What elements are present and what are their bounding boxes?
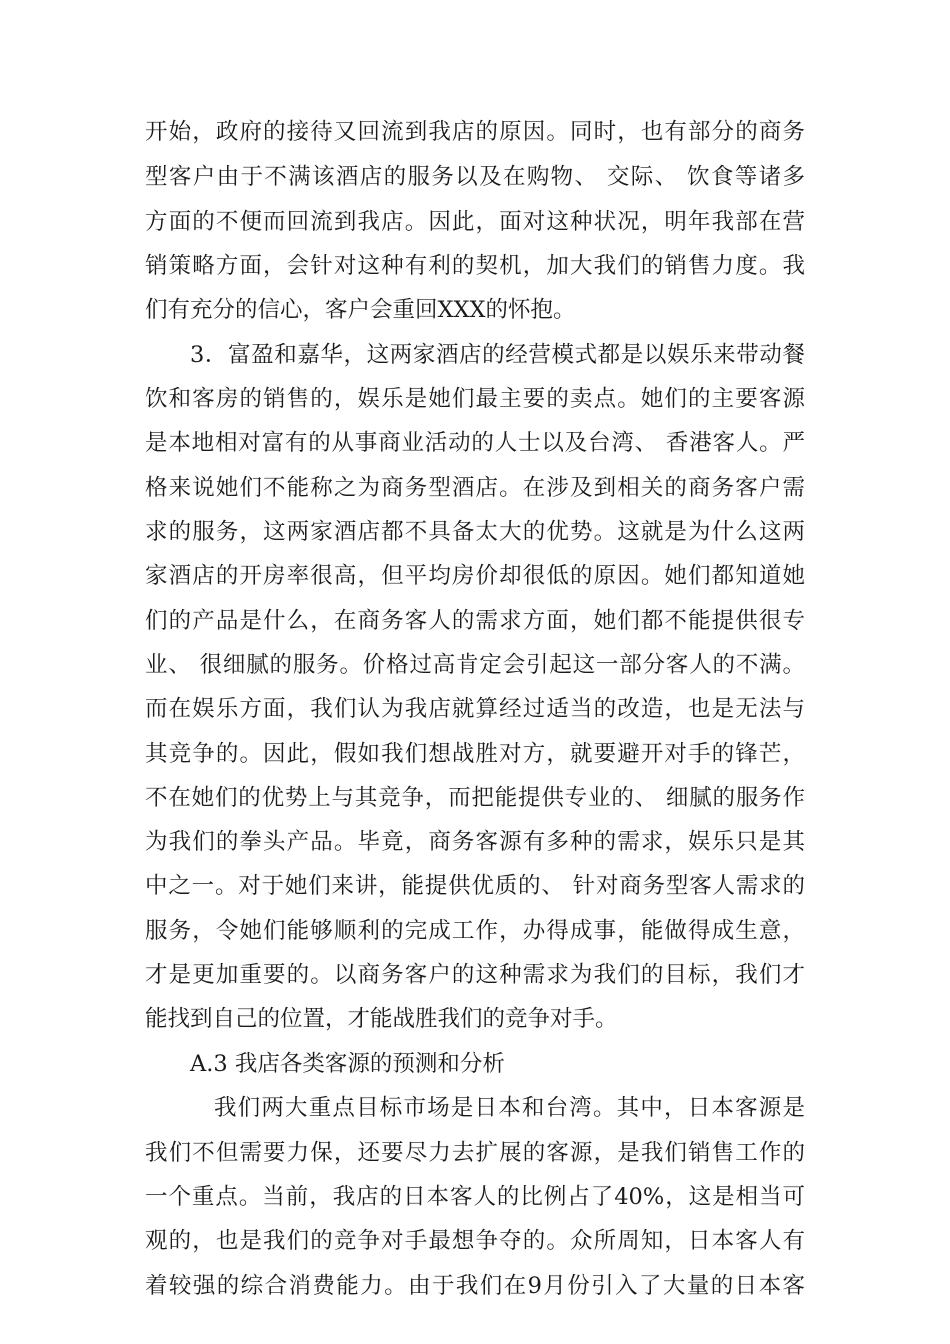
text-line: 销策略方面，会针对这种有利的契机，加大我们的销售力度。我 bbox=[145, 253, 805, 279]
text-line: 着较强的综合消费能力。由于我们在9月份引入了大量的日本客 bbox=[145, 1273, 805, 1299]
text-line: 饮和客房的销售的，娱乐是她们最主要的卖点。她们的主要客源 bbox=[145, 386, 805, 412]
text-line: 们有充分的信心，客户会重回XXX的怀抱。 bbox=[145, 297, 576, 323]
text-line: 其竞争的。因此，假如我们想战胜对方，就要避开对手的锋芒， bbox=[145, 741, 805, 767]
text-line: 观的，也是我们的竞争对手最想争夺的。众所周知，日本客人有 bbox=[145, 1228, 805, 1254]
text-line: 能找到自己的位置，才能战胜我们的竞争对手。 bbox=[145, 1006, 618, 1032]
text-line: 才是更加重要的。以商务客户的这种需求为我们的目标，我们才 bbox=[145, 962, 805, 988]
text-line: 服务，令她们能够顺利的完成工作，办得成事，能做得成生意， bbox=[145, 918, 805, 944]
paragraph-first-line: 3．富盈和嘉华，这两家酒店的经营模式都是以娱乐来带动餐 bbox=[190, 342, 805, 368]
text-line: 业、 很细腻的服务。价格过高肯定会引起这一部分客人的不满。 bbox=[145, 652, 805, 678]
section-heading: A.3 我店各类客源的预测和分析 bbox=[190, 1051, 505, 1077]
text-line: 方面的不便而回流到我店。因此，面对这种状况，明年我部在营 bbox=[145, 209, 805, 235]
paragraph-first-line: 我们两大重点目标市场是日本和台湾。其中，日本客源是 bbox=[214, 1095, 805, 1121]
text-line: 中之一。对于她们来讲，能提供优质的、 针对商务型客人需求的 bbox=[145, 873, 805, 899]
text-line: 们的产品是什么，在商务客人的需求方面，她们都不能提供很专 bbox=[145, 608, 805, 634]
text-line: 而在娱乐方面，我们认为我店就算经过适当的改造，也是无法与 bbox=[145, 696, 805, 722]
text-line: 为我们的拳头产品。毕竟，商务客源有多种的需求，娱乐只是其 bbox=[145, 829, 805, 855]
text-line: 家酒店的开房率很高，但平均房价却很低的原因。她们都知道她 bbox=[145, 563, 805, 589]
text-line: 一个重点。当前，我店的日本客人的比例占了40%，这是相当可 bbox=[145, 1184, 805, 1210]
text-line: 开始，政府的接待又回流到我店的原因。同时，也有部分的商务 bbox=[145, 119, 805, 145]
text-line: 我们不但需要力保，还要尽力去扩展的客源，是我们销售工作的 bbox=[145, 1140, 805, 1166]
text-line: 型客户由于不满该酒店的服务以及在购物、 交际、 饮食等诸多 bbox=[145, 164, 805, 190]
text-line: 格来说她们不能称之为商务型酒店。在涉及到相关的商务客户需 bbox=[145, 475, 805, 501]
text-line: 求的服务，这两家酒店都不具备太大的优势。这就是为什么这两 bbox=[145, 519, 805, 545]
text-line: 不在她们的优势上与其竞争，而把能提供专业的、 细腻的服务作 bbox=[145, 785, 805, 811]
text-line: 是本地相对富有的从事商业活动的人士以及台湾、 香港客人。严 bbox=[145, 430, 805, 456]
